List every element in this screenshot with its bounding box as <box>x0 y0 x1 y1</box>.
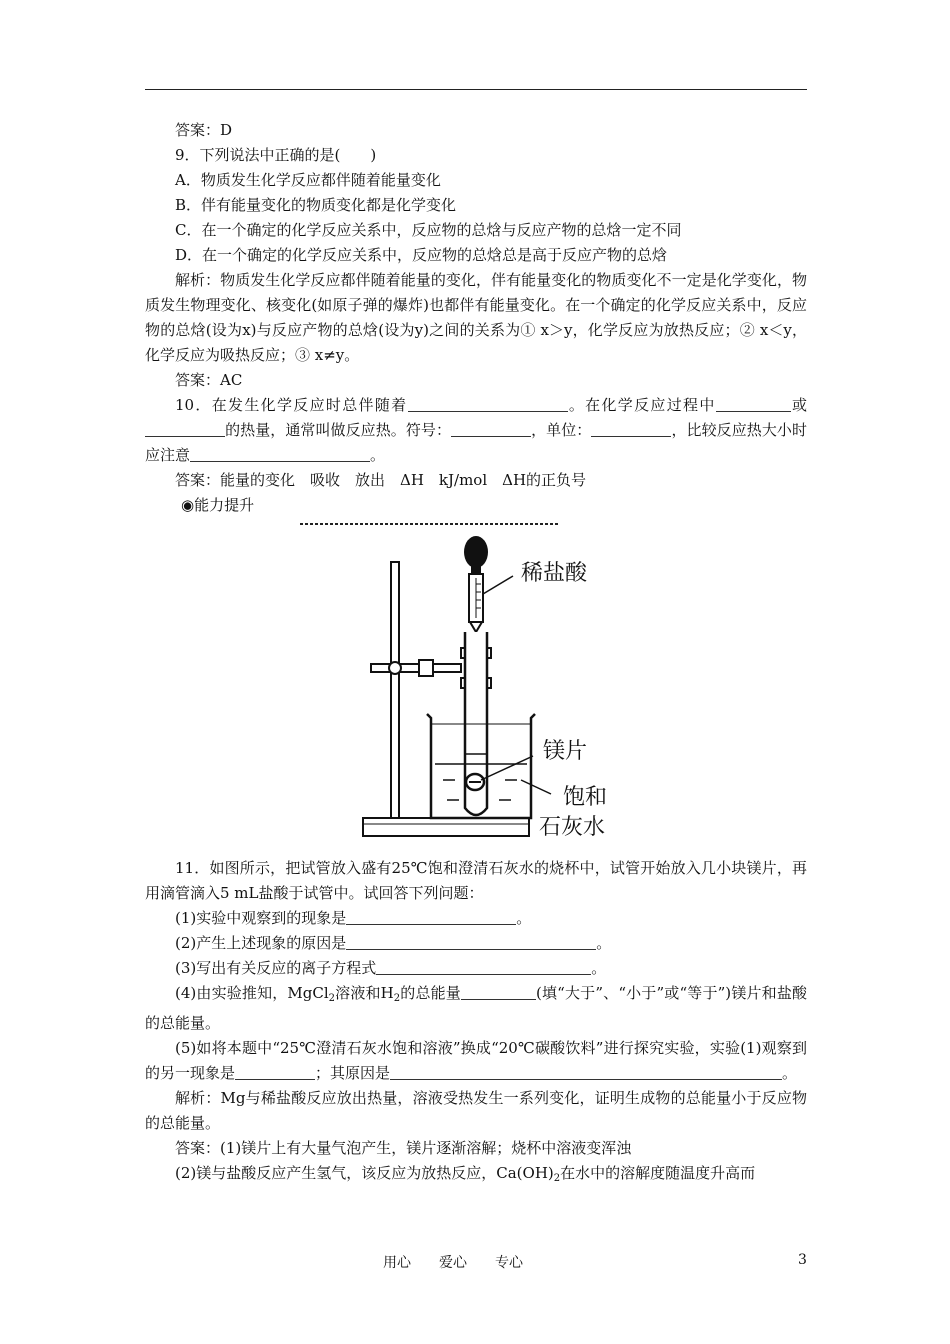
option-a: A．物质发生化学反应都伴随着能量变化 <box>175 171 441 189</box>
answer-10: 答案：能量的变化 吸收 放出 ΔH kJ/mol ΔH的正负号 <box>175 471 587 489</box>
analysis-9: 解析：物质发生化学反应都伴随着能量的变化，伴有能量变化的物质变化不一定是化学变化，物质发生物理变化、核变化(如原子弹的爆炸)也都伴有能量变化。在一个确定的化学反应关系中，反应物的总焓(设为x)与反应产物的总焓(设为y)之间的关系为① x＞y，化学反应为放热反应；② x＜y，化学反应为吸热反应；③ x≠y。 <box>145 271 807 364</box>
blank-3[interactable] <box>145 421 225 437</box>
option-b: B．伴有能量变化的物质变化都是化学变化 <box>175 196 457 214</box>
footer-motto: 用心 爱心 专心 <box>383 1255 523 1271</box>
question-10 <box>145 393 807 468</box>
answer-9: 答案：AC <box>175 371 243 389</box>
option-d: D．在一个确定的化学反应关系中，反应物的总焓总是高于反应产物的总焓 <box>175 246 668 264</box>
q11-sub-3: (3)写出有关反应的离子方程式 。 <box>175 959 607 977</box>
blank-5[interactable] <box>591 421 671 437</box>
q10-text-3: 或 <box>790 396 807 414</box>
blank-1[interactable] <box>408 396 568 412</box>
analysis-11: 解析：Mg与稀盐酸反应放出热量，溶液受热发生一系列变化，证明生成物的总能量小于反应物的总能量。 <box>145 1089 807 1132</box>
q11-blank-4[interactable] <box>461 984 536 1000</box>
page-number: 3 <box>798 1252 807 1268</box>
section-heading: ◉能力提升 <box>181 496 255 514</box>
question-11: 11．如图所示，把试管放入盛有25℃饱和澄清石灰水的烧杯中，试管开始放入几小块镁片，再用滴管滴入5 mL盐酸于试管中。试回答下列问题： <box>145 859 807 902</box>
question-9: 9．下列说法中正确的是( ) <box>175 146 377 164</box>
label-magnesium: 镁片 <box>543 739 588 764</box>
experiment-figure <box>295 518 625 844</box>
answer-8: 答案：D <box>175 121 233 139</box>
page-content-top <box>145 118 807 518</box>
answer-11-2: (2)镁与盐酸反应产生氢气，该反应为放热反应，$Ca(OH)_2$在水中的溶解度随温度升高而 <box>175 1164 756 1184</box>
label-dilute-hcl: 稀盐酸 <box>521 561 588 586</box>
q11-sub-1: (1)实验中观察到的现象是 。 <box>175 909 532 927</box>
label-limewater: 石灰水 <box>539 815 606 840</box>
q10-text-5: ，单位： <box>531 421 592 439</box>
q11-sub-5: (5)如将本题中“25℃澄清石灰水饱和溶液”换成“20℃碳酸饮料”进行探究实验，实验(1)观察到的另一现象是 ；其原因是 。 <box>145 1039 807 1082</box>
option-c: C．在一个确定的化学反应关系中，反应物的总焓与反应产物的总焓一定不同 <box>175 221 682 239</box>
q11-blank-5[interactable] <box>235 1064 315 1080</box>
q11-blank-7[interactable] <box>690 1064 782 1080</box>
q10-text-7: 。 <box>370 446 386 464</box>
blank-2[interactable] <box>716 396 791 412</box>
header-rule <box>145 89 807 90</box>
label-saturated: 饱和 <box>563 785 608 810</box>
answer-11-1: 答案：(1)镁片上有大量气泡产生，镁片逐渐溶解；烧杯中溶液变浑浊 <box>175 1139 632 1157</box>
q10-text-4: 的热量，通常叫做反应热。符号： <box>225 421 452 439</box>
q10-text-2: 。在化学反应过程中 <box>567 396 716 414</box>
blank-6[interactable] <box>190 446 370 462</box>
q11-blank-1[interactable] <box>346 909 516 925</box>
q11-sub-2: (2)产生上述现象的原因是 。 <box>175 934 612 952</box>
blank-4[interactable] <box>451 421 531 437</box>
page-content-bottom <box>145 856 807 1191</box>
q11-blank-3[interactable] <box>376 959 591 975</box>
q11-blank-2[interactable] <box>346 934 596 950</box>
q11-sub-4: (4)由实验推知，MgCl$_2$溶液和$H_2$的总能量 (填“大于”、“小于”或“等于”)镁片和盐酸的总能量。 <box>145 984 807 1032</box>
q10-text-1: 10．在发生化学反应时总伴随着 <box>175 396 408 414</box>
q11-blank-6[interactable] <box>390 1064 690 1080</box>
q10-text-6: ，比较反应热大小时应注意 <box>145 421 807 464</box>
